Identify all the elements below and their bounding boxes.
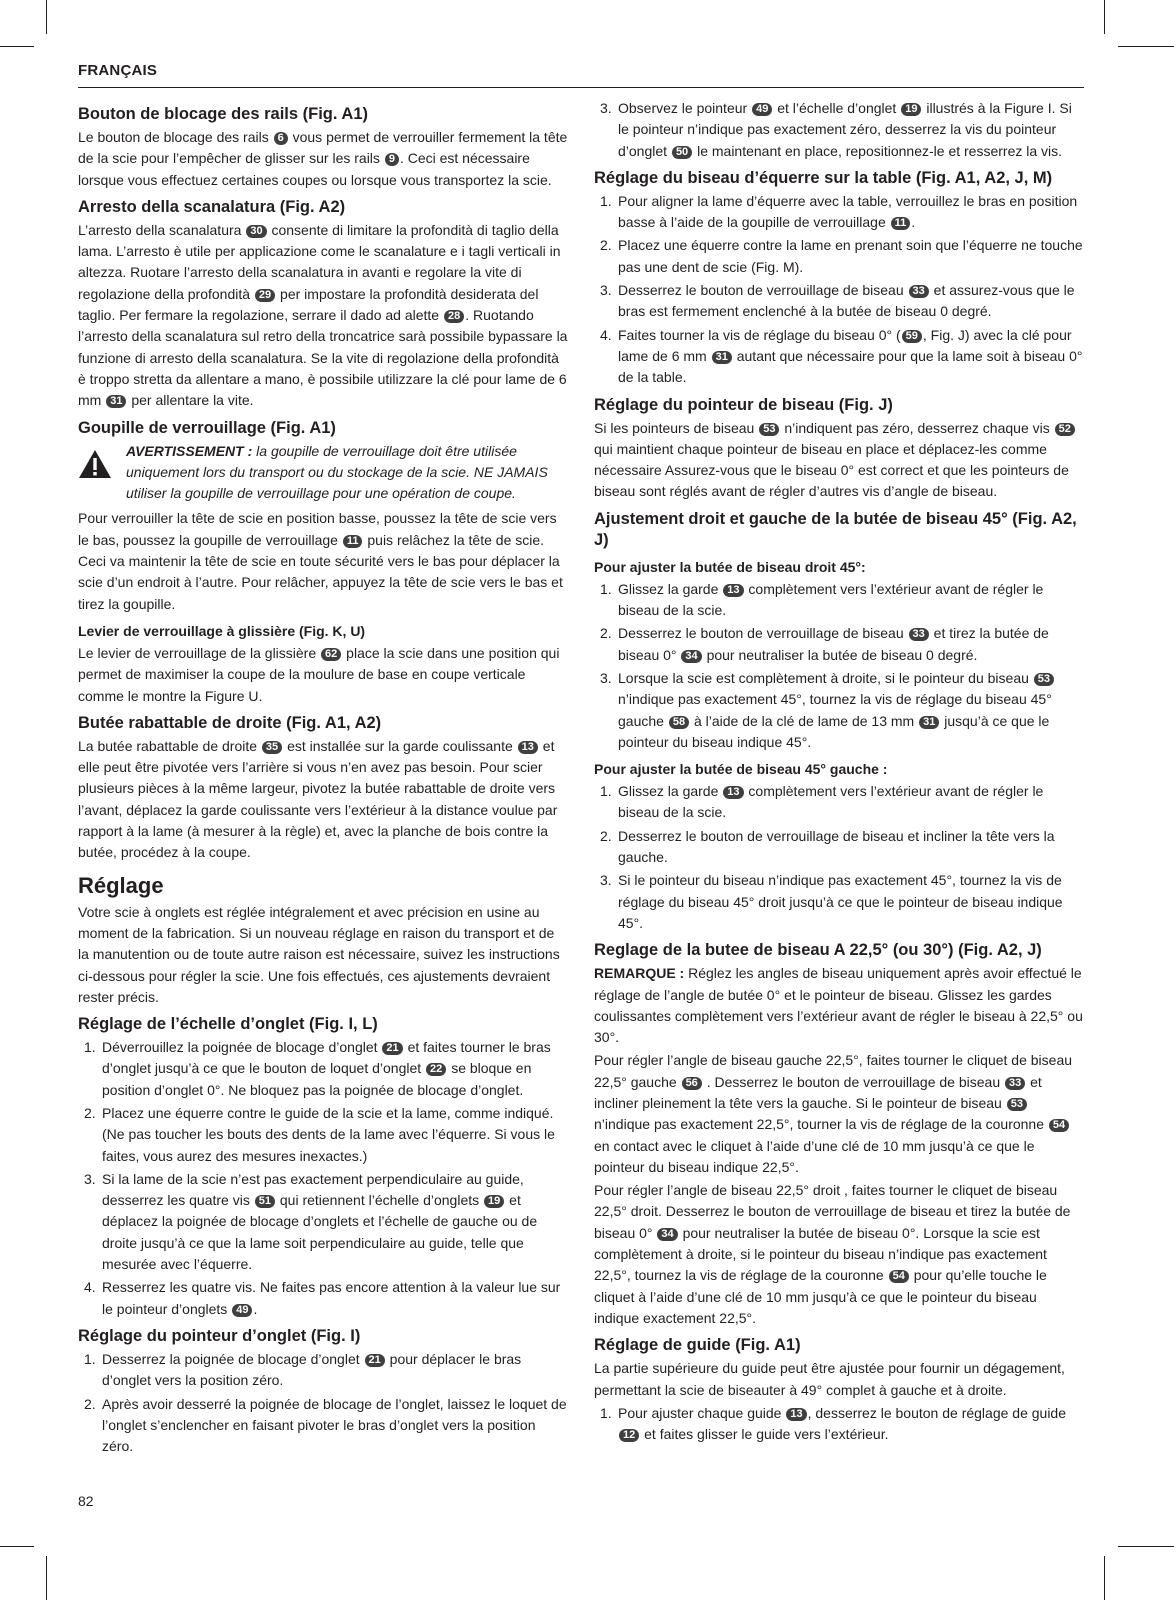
list-item: 2. Desserrez le bouton de verrouillage de biseau 33 et tirez la butée de biseau 0° 34 pour neutraliser la butée de biseau 0 degré.	[600, 625, 1049, 663]
warning-block	[78, 441, 568, 505]
callout-number: 53	[759, 423, 779, 436]
list-item: 1. Déverrouillez la poignée de blocage d’onglet 21 et faites tourner le bras d’onglet jusqu’à ce que le bouton de loquet d’onglet 22 se bloque en position d’onglet 0°. Ne bloquez pas la poignée de blocage d’onglet.	[84, 1039, 551, 1098]
callout-number: 54	[1049, 1119, 1069, 1132]
crop-mark	[0, 1546, 34, 1547]
callout-number: 33	[909, 285, 929, 298]
list-item: 3. Desserrez le bouton de verrouillage de biseau 33 et assurez-vous que le bras est fermement enclenché à la butée de biseau 0 degré.	[600, 282, 1075, 320]
list-item: 1. Desserrez la poignée de blocage d’onglet 21 pour déplacer le bras d’onglet vers la position zéro.	[84, 1350, 522, 1389]
callout-number: 56	[682, 1077, 702, 1090]
callout-number: 33	[909, 628, 929, 641]
header-rule	[78, 87, 1084, 88]
callout-number: 50	[672, 146, 692, 159]
crop-mark	[1104, 1556, 1105, 1600]
numbered-list	[594, 191, 1084, 389]
chapter-title: Réglage	[78, 872, 164, 898]
callout-number: 59	[902, 330, 922, 343]
subsection-title: Pour ajuster la butée de biseau droit 45°:	[594, 558, 866, 575]
callout-number: 31	[712, 351, 732, 364]
list-item: 4. Faites tourner la vis de réglage du biseau 0° ( 59 , Fig. J) avec la clé pour lame de 6 mm 31 autant que nécessaire pour que la lame soit à biseau 0° de la table.	[600, 326, 1083, 386]
list-item: 4. Resserrez les quatre vis. Ne faites pas encore attention à la valeur lue sur le pointeur d’onglets 49 .	[84, 1279, 561, 1317]
callout-number: 35	[262, 741, 282, 754]
callout-number: 53	[1034, 673, 1054, 686]
list-item: 2. Placez une équerre contre la lame en prenant soin que l’équerre ne touche pas une dent de scie (Fig. M).	[600, 237, 1083, 275]
paragraph: L’arresto della scanalatura 30 consente di limitare la profondità di taglio della lama. L’arresto è utile per applicazione come le scanalature e i tagli verticali in altezza. Ruotare l’arresto della scanalatura in avanti e regolare la vite di regolazione della profondità 29 per impostare la profondità desiderata del taglio. Per fermare la regolazione, serrare il dado ad alette 28 . Ruotando l’arresto della scanalatura sul retro della troncatrice sarà possibile bypassare la funzione di arresto della scanalatura. Se la vite di regolazione della profondità è troppo stretta da allentare a mano, è possibile utilizzare la clé pour lame de 6 mm 31 per allentare la vite.	[78, 221, 568, 409]
list-item: 2. Placez une équerre contre le guide de la scie et la lame, comme indiqué. (Ne pas toucher les bouts des dents de la lame avec l’équerre. Si vous le faites, vous aurez des mesures inexactes.)	[84, 1104, 555, 1164]
callout-number: 53	[1007, 1098, 1027, 1111]
page-number: 82	[78, 1493, 94, 1509]
warning-triangle-icon	[78, 441, 114, 505]
section-title: Réglage de guide (Fig. A1)	[594, 1336, 801, 1355]
numbered-list	[594, 98, 1084, 162]
numbered-list	[78, 1037, 568, 1320]
paragraph: Pour régler l’angle de biseau 22,5° droit , faites tourner le cliquet de biseau 22,5° droit. Desserrez le bouton de verrouillage de biseau et tirez la butée de biseau 0° 34 pour neutraliser la butée de biseau 0°. Lorsque la scie est complètement à droite, si le pointeur du biseau n’indique pas exactement 22,5°, tournez la vis de réglage de la couronne 54 pour qu’elle touche le cliquet à l’aide d’une clé de 10 mm jusqu’à ce que le pointeur du biseau indique exactement 22,5°.	[594, 1182, 1071, 1326]
callout-number: 34	[681, 650, 701, 663]
list-item: 1. Pour aligner la lame d’équerre avec la table, verrouillez le bras en position basse à l’aide de la goupille de verrouillage 11 .	[600, 192, 1078, 231]
callout-number: 9	[385, 153, 399, 166]
paragraph: Pour verrouiller la tête de scie en position basse, poussez la tête de scie vers le bas, poussez la goupille de verrouillage 11 puis relâchez la tête de scie. Ceci va maintenir la tête de scie en toute sécurité vers le bas pour déplacer la scie d’un endroit à l’autre. Pour relâcher, appuyez la tête de scie vers le bas et tirez la goupille.	[78, 510, 563, 612]
section-title: Réglage du biseau d’équerre sur la table (Fig. A1, A2, J, M)	[594, 168, 1053, 187]
callout-number: 58	[669, 716, 689, 729]
numbered-list	[78, 1349, 568, 1457]
callout-number: 19	[901, 103, 921, 116]
callout-number: 33	[1005, 1077, 1025, 1090]
section-title: Bouton de blocage des rails (Fig. A1)	[78, 105, 369, 123]
paragraph: Si les pointeurs de biseau 53 n’indiquent pas zéro, desserrez chaque vis 52 qui maintient chaque pointeur de biseau en place et déplacez-les comme nécessaire Assurez-vous que le biseau 0° est correct et que les pointeurs de biseau sont réglés avant de régler d’autres vis d’angle de biseau.	[594, 418, 1084, 503]
numbered-list	[594, 579, 1084, 753]
callout-number: 62	[321, 648, 341, 661]
callout-number: 49	[232, 1304, 252, 1317]
list-item: 3. Lorsque la scie est complètement à droite, si le pointeur du biseau 53 n’indique pas exactement 45°, tournez la vis de réglage du biseau 45° gauche 58 à l’aide de la clé de lame de 13 mm 31 jusqu’à ce que le pointeur du biseau indique 45°.	[594, 668, 1084, 753]
callout-number: 11	[343, 535, 363, 548]
callout-number: 13	[518, 741, 538, 754]
callout-number: 54	[889, 1270, 909, 1283]
subsection-title: Levier de verrouillage à glissière (Fig. K, U)	[78, 622, 366, 639]
callout-number: 22	[426, 1063, 446, 1076]
paragraph: La partie supérieure du guide peut être ajustée pour fournir un dégagement, permettant la scie de biseauter à 49° complet à gauche et à droite.	[594, 1360, 1065, 1398]
callout-number: 31	[919, 716, 939, 729]
section-title: Réglage de l’échelle d’onglet (Fig. I, L)	[78, 1015, 378, 1034]
list-item: 1. Pour ajuster chaque guide 13 , desserrez le bouton de réglage de guide 12 et faites glisser le guide vers l’extérieur.	[600, 1404, 1066, 1443]
callout-number: 12	[619, 1429, 639, 1442]
crop-mark	[1104, 0, 1105, 34]
crop-mark	[1118, 1546, 1174, 1547]
callout-number: 52	[1055, 423, 1075, 436]
crop-mark	[0, 46, 34, 47]
callout-number: 21	[365, 1354, 385, 1367]
subsection-title: Pour ajuster la butée de biseau 45° gauche :	[594, 761, 888, 778]
section-title: Arresto della scanalatura (Fig. A2)	[78, 197, 346, 216]
section-title: Ajustement droit et gauche de la butée de biseau 45° (Fig. A2, J)	[594, 509, 1077, 549]
callout-number: 6	[274, 132, 288, 145]
section-title: Réglage du pointeur de biseau (Fig. J)	[594, 395, 893, 414]
list-item: 1. Glissez la garde 13 complètement vers l’extérieur avant de régler le biseau de la scie.	[600, 580, 1044, 619]
paragraph: Pour régler l’angle de biseau gauche 22,5°, faites tourner le cliquet de biseau 22,5° gauche 56 . Desserrez le bouton de verrouillage de biseau 33 et incliner pleinement la tête vers la gauche. Si le pointeur de biseau 53 n’indique pas exactement 22,5°, tourner la vis de réglage de la couronne 54 en contact avec le cliquet à l’aide d’une clé de 10 mm jusqu’à ce que le pointeur du biseau indique 22,5°.	[594, 1052, 1073, 1175]
crop-mark	[46, 1556, 47, 1600]
callout-number: 13	[786, 1408, 806, 1421]
list-item: 1. Glissez la garde 13 complètement vers l’extérieur avant de régler le biseau de la scie.	[600, 783, 1044, 821]
callout-number: 30	[246, 225, 266, 238]
section-title: Butée rabattable de droite (Fig. A1, A2)	[78, 713, 382, 732]
paragraph: Le bouton de blocage des rails 6 vous permet de verrouiller fermement la tête de la scie pour l’empêcher de glisser sur les rails 9 . Ceci est nécessaire lorsque vous effectuez certaines coupes ou lorsque vous transportez la scie.	[78, 129, 568, 188]
callout-number: 28	[444, 310, 464, 323]
callout-number: 19	[484, 1195, 504, 1208]
callout-number: 21	[382, 1042, 402, 1055]
paragraph: Le levier de verrouillage de la glissière 62 place la scie dans une position qui permet de maximiser la coupe de la moulure de base en coupe verticale comme le montre la Figure U.	[78, 644, 560, 704]
left-column	[78, 98, 568, 1460]
callout-number: 29	[255, 289, 275, 302]
section-title: Reglage de la butee de biseau A 22,5° (ou 30°) (Fig. A2, J)	[594, 941, 1042, 960]
callout-number: 31	[106, 395, 126, 408]
callout-number: 13	[723, 584, 743, 597]
list-item: 2. Après avoir desserré la poignée de blocage de l’onglet, laissez le loquet de l’onglet s’enclencher en faisant pivoter le bras d’onglet vers la position zéro.	[84, 1395, 567, 1455]
callout-number: 49	[752, 103, 772, 116]
language-header: FRANÇAIS	[78, 62, 158, 79]
paragraph: La butée rabattable de droite 35 est installée sur la garde coulissante 13 et elle peut être pivotée vers l’arrière si vous n’en avez pas besoin. Pour scier plusieurs pièces à la même largeur, pivotez la butée rabattable de droite vers l’avant, déplacez la garde coulissante vers l’extérieur à la distance voulue par rapport à la lame (à mesurer à la règle) et, avec la planche de bois contre la butée, procédez à la coupe.	[78, 737, 558, 861]
right-column	[594, 98, 1084, 1448]
warning-text: AVERTISSEMENT : la goupille de verrouillage doit être utilisée uniquement lors du transport ou du stockage de la scie. NE JAMAIS utiliser la goupille de verrouillage pour une opération de coupe.	[126, 442, 548, 502]
callout-number: 13	[723, 786, 743, 799]
list-item: 2. Desserrez le bouton de verrouillage de biseau et incliner la tête vers la gauche.	[600, 827, 1055, 866]
callout-number: 34	[657, 1228, 677, 1241]
section-title: Goupille de verrouillage (Fig. A1)	[78, 418, 336, 437]
callout-number: 51	[255, 1195, 275, 1208]
callout-number: 11	[891, 217, 911, 230]
list-item: 3. Si le pointeur du biseau n’indique pas exactement 45°, tournez la vis de réglage du biseau 45° droit jusqu’à ce que le pointeur de biseau indique 45°.	[600, 872, 1063, 931]
paragraph: Votre scie à onglets est réglée intégralement et avec précision en usine au moment de la fabrication. Si un nouveau réglage en raison du transport et de la manutention ou de toute autre raison est nécessaire, suivez les instructions ci-dessous pour régler la scie. Une fois effectués, ces ajustements devraient rester précis.	[78, 903, 560, 1005]
crop-mark	[1118, 46, 1174, 47]
crop-mark	[46, 0, 47, 34]
list-item: 3. Observez le pointeur 49 et l’échelle d’onglet 19 illustrés à la Figure I. Si le pointeur n’indique pas exactement zéro, desserrez la vis du pointeur d’onglet 50 le maintenant en place, repositionnez-le et resserrez la vis.	[600, 100, 1072, 159]
numbered-list	[594, 1403, 1084, 1446]
list-item: 3. Si la lame de la scie n’est pas exactement perpendiculaire au guide, desserrez les quatre vis 51 qui retiennent l’échelle d’onglets 19 et déplacez la poignée de blocage d’onglets et l’échelle de gauche ou de droite jusqu’à ce que la lame soit perpendiculaire au guide, telle que mesurée avec l’équerre.	[84, 1170, 538, 1273]
numbered-list	[594, 781, 1084, 934]
section-title: Réglage du pointeur d’onglet (Fig. I)	[78, 1326, 361, 1345]
paragraph: REMARQUE : Réglez les angles de biseau uniquement après avoir effectué le réglage de l’angle de butée 0° et le pointeur de biseau. Glissez les gardes coulissantes complètement vers l’extérieur avant de régler le biseau à 22,5° ou 30°.	[594, 965, 1083, 1046]
